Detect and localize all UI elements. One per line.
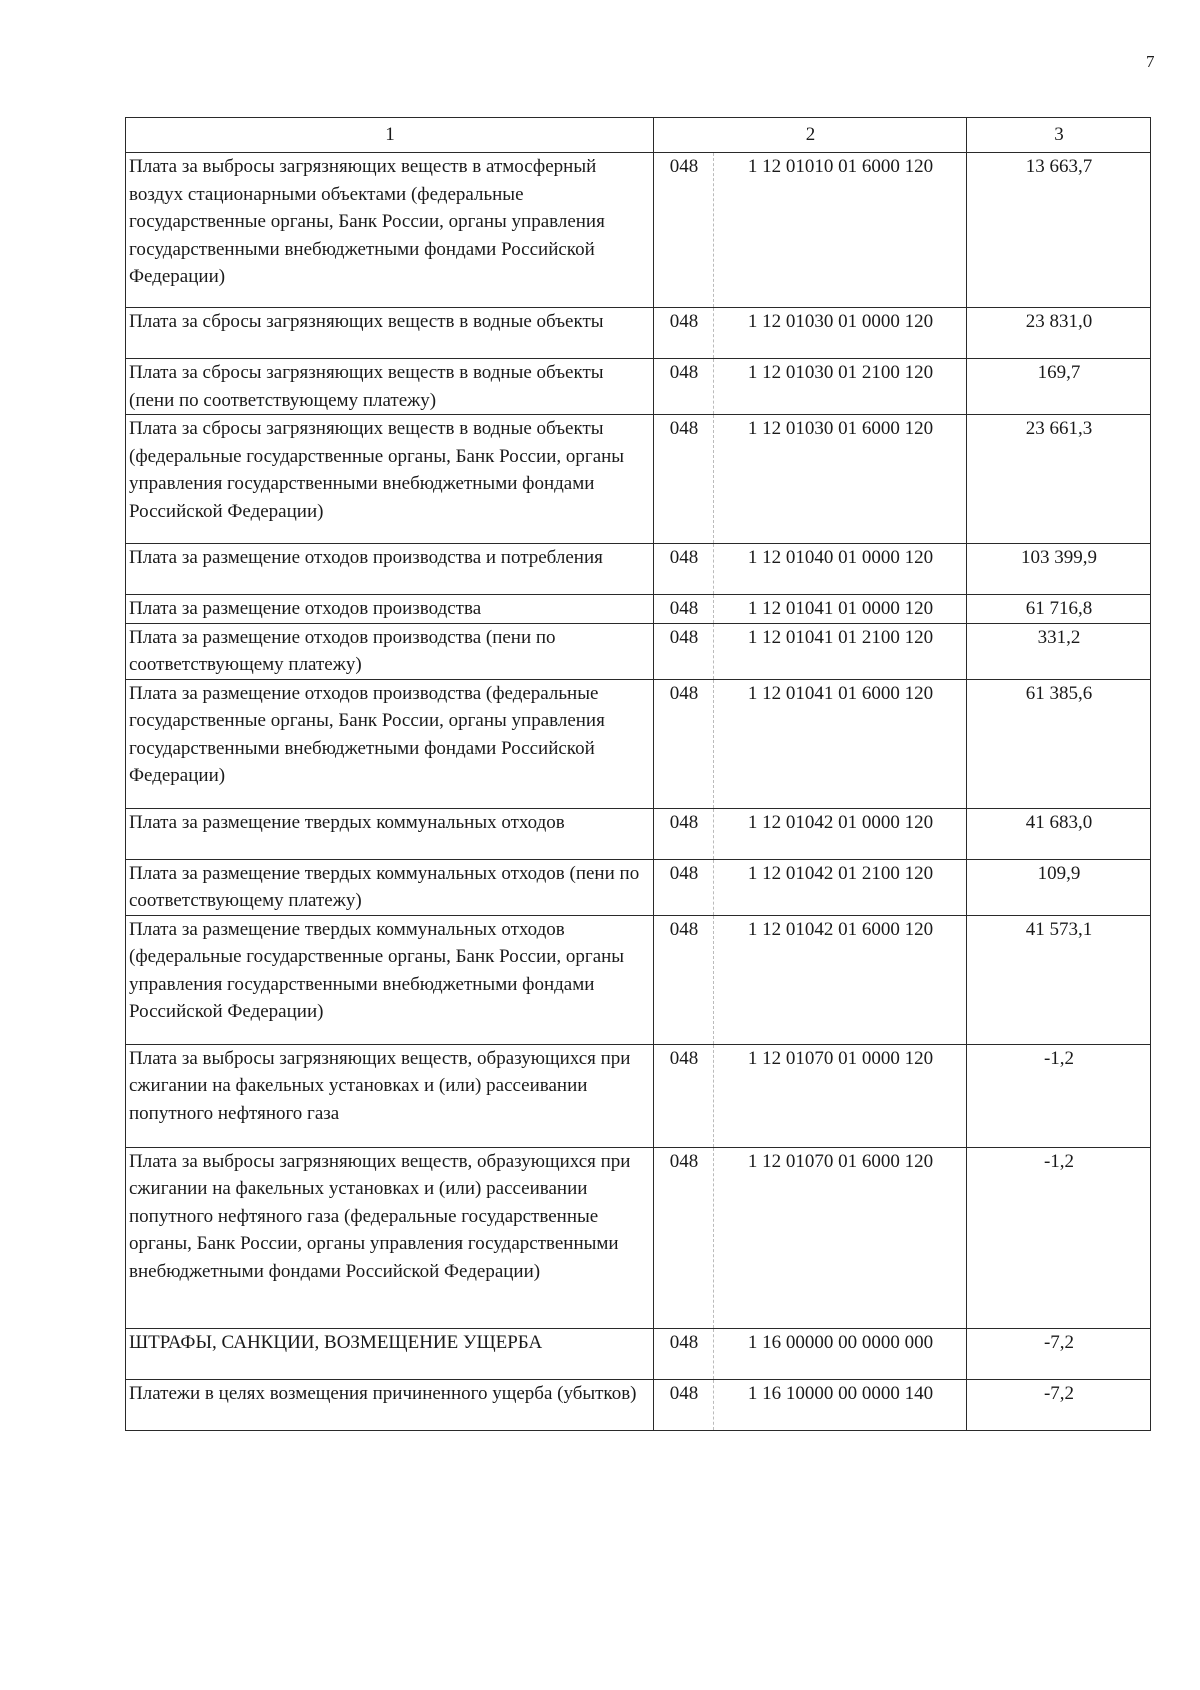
table-row — [126, 595, 1151, 624]
table-row — [126, 153, 1151, 308]
table-row — [126, 415, 1151, 544]
row-name: Плата за размещение отходов производства (федеральные государственные органы, Банк России, органы управления государственными внебюджетными фондами Российской Федерации) — [126, 679, 654, 808]
row-amount: 41 683,0 — [967, 808, 1151, 859]
row-amount: 23 661,3 — [967, 415, 1151, 544]
row-name: Плата за размещение отходов производства — [126, 595, 654, 624]
row-admin-code: 048 — [654, 915, 714, 1044]
table-row — [126, 308, 1151, 359]
row-name: Плата за размещение твердых коммунальных отходов (федеральные государственные органы, Банк России, органы управления государственными внебюджетными фондами Российской Федерации) — [126, 915, 654, 1044]
table-row — [126, 359, 1151, 415]
row-budget-code: 1 12 01041 01 2100 120 — [714, 623, 967, 679]
row-amount: 41 573,1 — [967, 915, 1151, 1044]
table-row — [126, 1147, 1151, 1328]
header-col-1: 1 — [126, 118, 654, 153]
row-name: ШТРАФЫ, САНКЦИИ, ВОЗМЕЩЕНИЕ УЩЕРБА — [126, 1328, 654, 1379]
table-row — [126, 1044, 1151, 1147]
row-admin-code: 048 — [654, 623, 714, 679]
row-budget-code: 1 12 01070 01 0000 120 — [714, 1044, 967, 1147]
row-admin-code: 048 — [654, 679, 714, 808]
row-name: Плата за сбросы загрязняющих веществ в водные объекты (пени по соответствующему платежу) — [126, 359, 654, 415]
table-row — [126, 544, 1151, 595]
row-amount: 103 399,9 — [967, 544, 1151, 595]
row-name: Плата за сбросы загрязняющих веществ в водные объекты (федеральные государственные органы, Банк России, органы управления государственными внебюджетными фондами Российской Федерации) — [126, 415, 654, 544]
row-name: Плата за выбросы загрязняющих веществ, образующихся при сжигании на факельных установках и (или) рассеивании попутного нефтяного газа (федеральные государственные органы, Банк России, органы управления государственными внебюджетными фондами Российской Федерации) — [126, 1147, 654, 1328]
table-row — [126, 1328, 1151, 1379]
row-budget-code: 1 12 01010 01 6000 120 — [714, 153, 967, 308]
row-budget-code: 1 12 01041 01 6000 120 — [714, 679, 967, 808]
table-row — [126, 915, 1151, 1044]
row-name: Плата за размещение твердых коммунальных отходов — [126, 808, 654, 859]
row-budget-code: 1 16 10000 00 0000 140 — [714, 1379, 967, 1430]
row-amount: 331,2 — [967, 623, 1151, 679]
row-amount: -7,2 — [967, 1379, 1151, 1430]
row-admin-code: 048 — [654, 859, 714, 915]
row-amount: 169,7 — [967, 359, 1151, 415]
row-budget-code: 1 12 01030 01 6000 120 — [714, 415, 967, 544]
table-row — [126, 808, 1151, 859]
row-amount: -7,2 — [967, 1328, 1151, 1379]
row-name: Плата за сбросы загрязняющих веществ в водные объекты — [126, 308, 654, 359]
row-name: Плата за выбросы загрязняющих веществ, образующихся при сжигании на факельных установках и (или) рассеивании попутного нефтяного газа — [126, 1044, 654, 1147]
revenue-table — [125, 117, 1151, 1431]
row-budget-code: 1 12 01030 01 0000 120 — [714, 308, 967, 359]
row-admin-code: 048 — [654, 153, 714, 308]
row-name: Плата за выбросы загрязняющих веществ в атмосферный воздух стационарными объектами (федеральные государственные органы, Банк России, органы управления государственными внебюджетными фондами Российской Федерации) — [126, 153, 654, 308]
row-name: Плата за размещение твердых коммунальных отходов (пени по соответствующему платежу) — [126, 859, 654, 915]
page-number: 7 — [1146, 52, 1155, 71]
row-admin-code: 048 — [654, 308, 714, 359]
row-admin-code: 048 — [654, 808, 714, 859]
row-admin-code: 048 — [654, 595, 714, 624]
row-amount: -1,2 — [967, 1044, 1151, 1147]
row-admin-code: 048 — [654, 1379, 714, 1430]
row-admin-code: 048 — [654, 1147, 714, 1328]
row-admin-code: 048 — [654, 544, 714, 595]
row-budget-code: 1 12 01070 01 6000 120 — [714, 1147, 967, 1328]
row-budget-code: 1 12 01040 01 0000 120 — [714, 544, 967, 595]
row-admin-code: 048 — [654, 1328, 714, 1379]
row-amount: 61 385,6 — [967, 679, 1151, 808]
row-admin-code: 048 — [654, 415, 714, 544]
row-amount: 61 716,8 — [967, 595, 1151, 624]
row-budget-code: 1 12 01042 01 6000 120 — [714, 915, 967, 1044]
row-budget-code: 1 12 01030 01 2100 120 — [714, 359, 967, 415]
table-row — [126, 679, 1151, 808]
row-admin-code: 048 — [654, 1044, 714, 1147]
row-admin-code: 048 — [654, 359, 714, 415]
header-col-3: 3 — [967, 118, 1151, 153]
row-amount: 109,9 — [967, 859, 1151, 915]
row-budget-code: 1 12 01042 01 2100 120 — [714, 859, 967, 915]
row-amount: -1,2 — [967, 1147, 1151, 1328]
table-row — [126, 859, 1151, 915]
row-name: Плата за размещение отходов производства (пени по соответствующему платежу) — [126, 623, 654, 679]
table-header-row — [126, 118, 1151, 153]
table-row — [126, 623, 1151, 679]
header-col-2: 2 — [654, 118, 967, 153]
row-name: Плата за размещение отходов производства и потребления — [126, 544, 654, 595]
row-name: Платежи в целях возмещения причиненного ущерба (убытков) — [126, 1379, 654, 1430]
row-budget-code: 1 16 00000 00 0000 000 — [714, 1328, 967, 1379]
table-row — [126, 1379, 1151, 1430]
row-budget-code: 1 12 01041 01 0000 120 — [714, 595, 967, 624]
row-budget-code: 1 12 01042 01 0000 120 — [714, 808, 967, 859]
row-amount: 13 663,7 — [967, 153, 1151, 308]
row-amount: 23 831,0 — [967, 308, 1151, 359]
